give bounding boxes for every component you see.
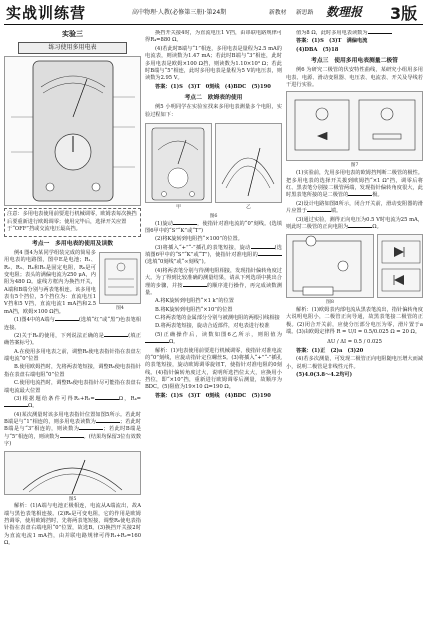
column-3 xyxy=(286,30,423,636)
c3-q3-end: Ω。 xyxy=(372,223,382,230)
experiment-title: 实验三 xyxy=(62,30,83,38)
figure-7 xyxy=(286,91,423,161)
q4-text-end: 。(结果均保留3位有效数字) xyxy=(4,433,141,448)
answer-6: 答案：(1)正 (2)a (3)20 xyxy=(296,347,364,354)
figure-6-jia-caption: 甲 xyxy=(176,204,181,210)
solution-6: 解析：(1)欧姆表内部电流从黑表笔流出，指针偏转角度大说明电阻小，二极管正向导通，故黑表笔接二极管的正极。(2)闭合开关前，应使分压部分电压为零，滑片置于a端。(3)由欧姆定律得 R = U/I = 0.5/0.025 Ω = 20 Ω。 xyxy=(286,307,423,336)
solution-5: 解析：(1)电表使用前要进行机械调零，使指针对准电流的“0”刻线，应旋动指针定位螺丝S。(3)将插入“+”“-”插孔的表笔短接，旋动欧姆调零旋钮T，使指针对准电阻的0刻线。(4)指针偏转角度过大，说明所选挡位太大，应换用小挡位，即“×10”挡，重新进行欧姆调零后测量，故顺序为BDC。(5)阻值为19×10 Ω=190 Ω。 xyxy=(145,347,282,391)
c3-top-text: 值为8 Ω，此时多用电表读数为 xyxy=(296,30,368,36)
column-1 xyxy=(4,30,141,636)
q1-blank xyxy=(55,320,79,321)
c3-q3: (3)通过实验，测得正向电压为0.5 V时电流为25 mA，则此时二极管的正向电阻为 xyxy=(286,216,423,230)
c3-end: (5)4.0(3.8～4.2均可) xyxy=(296,372,353,379)
step-3: (3)将插入“+”“-”插孔的表笔短接，旋动 xyxy=(155,244,251,251)
c3-q2-blank xyxy=(307,211,331,212)
figure-4-circuit xyxy=(100,253,141,304)
step-4: (4)将两表笔分别与待测电阻相接，发现指针偏转角度过大。为了得到比较准确的测量结果，请从下列选项中挑出合理的步骤，并按 xyxy=(145,267,282,289)
c3-q1: (1)实验前，先用多用电表的欧姆挡判断二极管的极性。把多用电表的选择开关拨到欧姆挡“×1 Ω”挡，调零后将红、黑表笔分别接二极管两端，发现指针偏转角度很大，此时黑表笔所接的是二极管的 xyxy=(286,170,423,199)
step-3-mid: (选填图6甲中的“S”“K”或“T”)，使指针对准电阻的 xyxy=(145,244,282,259)
c3-q1-blank xyxy=(348,195,372,196)
q4-text: (4)某次测量时该多用电表指针位置如图5所示。若此时B端是与“1”相连的，则多用电表读数为 xyxy=(4,411,141,426)
step-3-blank-1 xyxy=(251,248,275,249)
q3-text-end: Ω。 xyxy=(28,403,38,410)
step-4-end: 的顺序进行操作，再完成读数测量。 xyxy=(145,282,282,296)
c3-answer-top: 答案：(1)S (3)T 满偏电流 xyxy=(296,38,368,45)
step-5-blank xyxy=(145,342,169,343)
choice-a: A.将K旋转到电阻挡“×1 k”的位置 xyxy=(155,298,234,305)
resistance-formula xyxy=(286,339,423,346)
q2-text: (2)关于R₆的使用，下列说法正确的是 xyxy=(14,332,105,339)
answer-4: 答案：(1)S (3)T 0刻线 (4)BDC (5)190 xyxy=(155,83,271,90)
q1-text: (1)图4中的A端与 xyxy=(14,317,55,324)
step-3-blank-2 xyxy=(258,255,282,256)
figure-5-caption: 图5 xyxy=(68,496,77,502)
issue-subtitle: 高中物理·人教(必修第三册)·第24期 xyxy=(132,9,227,16)
tip-text: 注意：多用电表使用前要进行机械调零，欧姆表每次换挡后要重新进行欧姆调零；使用完毕后，选择开关应置于“OFF”挡或交流电压最高挡。 xyxy=(7,211,137,233)
figure-4-caption: 图4 xyxy=(116,305,124,311)
figure-8-caption: 图8 xyxy=(326,300,334,306)
step-1-blank xyxy=(173,224,197,225)
step-5-end: Ω。 xyxy=(169,339,179,346)
q2-text-end: (填正确答案标号)。 xyxy=(4,332,141,347)
q3-blank-2 xyxy=(4,406,28,407)
key-point-3: 考点三 使用多用电表测量二极管 xyxy=(311,58,398,65)
figure-6-yi-dial xyxy=(216,124,280,203)
step-4-blank xyxy=(183,286,207,287)
step-1-end: ，使指针对准电流的“0”刻线。(选填图6甲中的“S”“K”或“T”) xyxy=(145,220,282,234)
brand-title: 实战训练营 xyxy=(6,4,87,22)
step-1: (1)旋动 xyxy=(155,220,174,227)
figure-6-caption: 图6 xyxy=(209,213,218,219)
figure-7-circuit xyxy=(287,92,422,161)
figure-6-jia xyxy=(145,123,212,203)
figure-5-dial xyxy=(5,452,140,495)
tip-box xyxy=(4,208,141,236)
step-3-end: (选填“0刻线”或“∞刻线”)。 xyxy=(145,259,209,266)
multimeter-drawing xyxy=(5,57,140,206)
q4-blank-2 xyxy=(79,429,103,430)
q4-text-2: ；若此时B端是与“3”相连的，则读数为 xyxy=(4,419,141,433)
c3-q2-end: 端。 xyxy=(330,208,342,215)
q4-blank-3 xyxy=(60,437,84,438)
figure-7-caption: 图7 xyxy=(350,163,359,169)
answer-5: 答案：(1)S (3)T 0刻线 (4)BDC (5)190 xyxy=(155,392,271,399)
figure-6-yi-caption: 乙 xyxy=(246,204,251,210)
page-number: 3版 xyxy=(390,4,418,23)
c2-paragraph-2: (4)若此时B端与“1”相连，多用电表是量程为2.5 mA的电流表，则读数为1.47 mA；若此时B端与“3”相连，此时多用电表是欧姆×100 Ω挡，则读数为1.10×10³ Ω；若此时B端与“5”相连，此时多用电表是量程为5 V的电压表，则读数为2.95 V。 xyxy=(145,45,282,82)
figure-8-circuit xyxy=(287,235,367,298)
c2-paragraph-1: 换挡开关接4时，为直流电压1 V挡，由串联电路规律可得R₄=880 Ω。 xyxy=(145,30,282,44)
example-4-stem: 例4 图4为某同学组装完成的简易多用电表的电路图，图中E是电池；R₁、R₂、R₃、R₄和R₅是固定电阻，R₆是可变电阻；表头的满偏电流为250 μA，内阻为480 Ω。虚线方框内为换挡开关，A端和B端分别与两表笔相连。该多用电表有5个挡位，5个挡位为：直流电压1 V挡和5 V挡，直流电流1 mA挡和2.5 mA挡，欧姆×100 Ω挡。 xyxy=(4,249,96,315)
c3-note: (4)若多次测量，可发现二极管正向电阻随电压增大而减小，说明二极管是非线性元件。 xyxy=(286,356,423,370)
choice-b: B.将K旋转到电阻挡“×10”的位置 xyxy=(155,306,233,313)
q2-blank xyxy=(104,336,128,337)
choice-d: D.将两表笔短接，旋动合适部件，对电表进行校准 xyxy=(155,323,270,330)
multimeter-diagram xyxy=(4,56,141,206)
example-6-stem: 例6 为研究二极管的伏安特性曲线，某研究小组用多用电表、电源、滑动变阻器、电压表、电流表、开关及导线若干进行实验。 xyxy=(286,67,423,89)
option-c: C.使用电流挡时，调整R₆使电表指针尽可能指在表盘右端电流最大位置 xyxy=(4,380,141,394)
c3-q2: (2)设计电路如图8所示，闭合开关前，滑动变阻器的滑片应置于 xyxy=(286,200,423,215)
q3-text-mid: Ω，R₄= xyxy=(118,395,141,402)
step-2: (2)将K旋转到电阻挡“×100”的位置。 xyxy=(155,236,243,243)
step-5: (5)正确操作后，读数如图6乙所示，则阻值为 xyxy=(155,331,282,338)
q4-blank-1 xyxy=(96,422,120,423)
c3-answer-top-2: (4)DBA (5)18 xyxy=(296,46,339,53)
key-point-2: 考点二 欧姆表的使用 xyxy=(184,95,243,101)
c3-q3-blank xyxy=(348,227,372,228)
q1-text-end: (选填“红”或“黑”)色表笔相连接。 xyxy=(4,317,141,331)
tag-new-idea: 新思路 xyxy=(296,10,314,16)
solution-4: 解析：(1)A端与电池正极相连，电流从A端流出，故A端与黑色表笔相连接。(2)R₆是可变电阻，它的作用是欧姆挡调零，使用欧姆挡时，先将两表笔短接，调整R₆使电表指针指在表盘右端电阻“0”位置，故选B。(3)换挡开关接2时为直流电流1 mA挡，由并联电路规律可得R₁+R₂=160 Ω。 xyxy=(4,503,141,547)
c3-q1-end: 极。 xyxy=(372,192,383,199)
formula-equals: = xyxy=(347,338,354,345)
tag-new-textbook: 新教材 xyxy=(269,10,287,16)
q3-text: (3)根据题给条件可得R₁+R₂= xyxy=(14,395,95,402)
newspaper-logo: 数理报 xyxy=(326,5,363,19)
formula-values: 0.5 / 0.025 xyxy=(353,338,382,345)
formula-delta: ΔU / ΔI xyxy=(327,338,347,345)
diode-symbols xyxy=(378,235,423,298)
figure-6-yi xyxy=(215,123,282,203)
figure-5 xyxy=(4,451,141,495)
option-a: A.在使用多用电表之前，调整R₆使电表指针指在表盘左端电流“0”位置 xyxy=(4,348,141,363)
column-2 xyxy=(145,30,282,636)
figure-4 xyxy=(99,252,141,304)
key-point-1: 考点一 多用电表的使用及读数 xyxy=(31,240,114,247)
q3-blank-1 xyxy=(95,399,119,400)
masthead xyxy=(4,3,423,25)
figure-6-jia-meter xyxy=(146,124,210,203)
c3-top-blank xyxy=(368,33,392,34)
q4-text-3: ；若此时B端是与“5”相连的，则读数为 xyxy=(4,426,141,440)
figure-8 xyxy=(286,234,374,298)
option-b: B.使用欧姆挡时，先将两表笔短接，调整R₆使电表指针指在表盘右端电阻“0”位置 xyxy=(4,364,141,378)
lesson-title: 练习使用多用电表 xyxy=(18,42,127,55)
choice-c: C.将两表笔的金属部分分别与被测电阻的两根引线相接 xyxy=(155,315,280,322)
diode-diagram xyxy=(377,234,423,298)
example-5-stem: 例5 小明同学在实验室找来多用电表测量多个电阻，实验过程如下： xyxy=(145,104,282,118)
